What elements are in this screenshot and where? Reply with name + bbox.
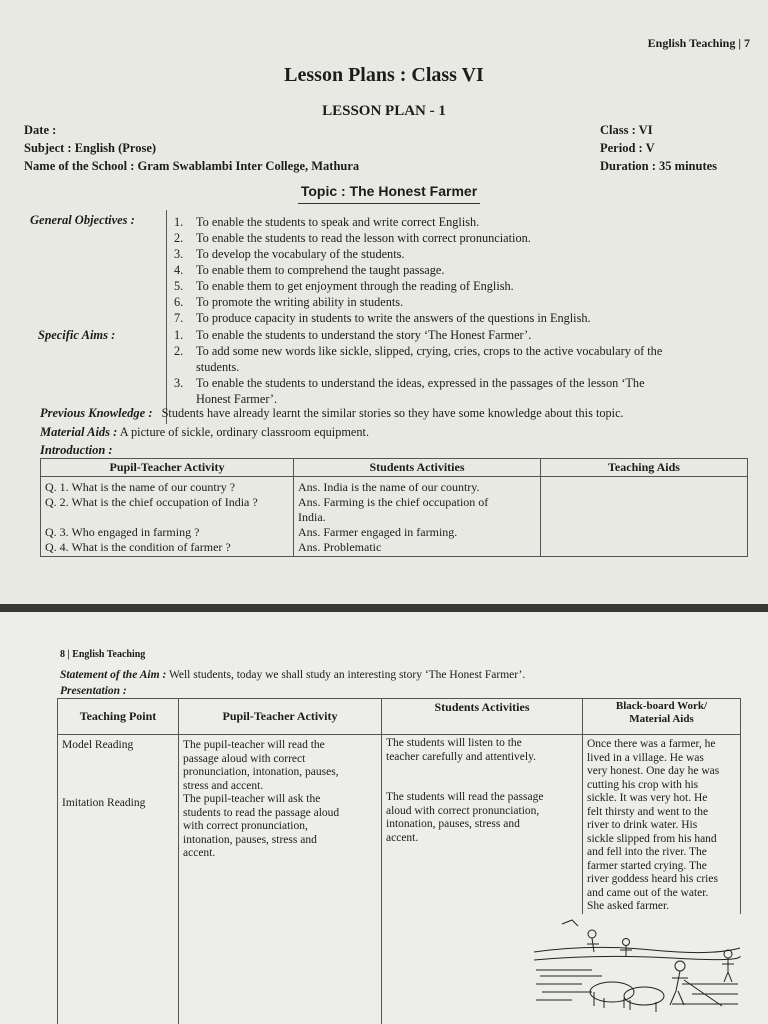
model-reading-teacher	[183, 739, 377, 793]
objective-text: To enable them to comprehend the taught passage.	[196, 263, 445, 277]
material-aids-text: A picture of sickle, ordinary classroom equipment.	[119, 425, 370, 439]
objective-text: To produce capacity in students to write the answers of the questions in English.	[196, 311, 591, 325]
answer-continued: India.	[298, 510, 326, 524]
previous-knowledge-text: Students have already learnt the similar stories so they have some knowledge about this topic.	[161, 406, 624, 420]
objective-number: 1.	[174, 215, 184, 229]
text-line: students to read the passage aloud	[183, 806, 340, 819]
aim-text: To add some new words like sickle, slipped, crying, cries, crops to the active vocabulary of the	[196, 344, 663, 358]
aim-text: To enable the students to understand the story ‘The Honest Farmer’.	[196, 328, 532, 342]
left-meta	[24, 121, 359, 175]
topic-heading: Topic : The Honest Farmer	[300, 183, 478, 199]
material-aids-header-line: Material Aids	[629, 713, 694, 725]
specific-aims-label: Specific Aims :	[38, 328, 116, 342]
aim-number: 3.	[174, 376, 184, 390]
objectives-divider	[166, 210, 167, 424]
aim-number: 2.	[174, 344, 184, 358]
page-title: Lesson Plans : Class VI	[284, 64, 484, 86]
teaching-aids-cell	[541, 477, 748, 557]
text-line: with correct pronunciation,	[183, 820, 308, 832]
previous-knowledge	[40, 406, 624, 421]
text-line: teacher carefully and attentively.	[386, 750, 536, 763]
teaching-point-cell	[58, 735, 179, 1024]
specific-aims-list	[174, 327, 662, 407]
text-line: The students will listen to the	[386, 737, 522, 749]
objective-item	[174, 262, 591, 278]
text-line: accent.	[183, 847, 216, 859]
lesson-plan-heading: LESSON PLAN - 1	[322, 103, 446, 119]
text-line: very honest. One day he was	[587, 765, 720, 777]
text-line: pronunciation, intonation, pauses,	[183, 766, 339, 778]
text-line: sickle slipped from his hand	[587, 832, 717, 845]
introduction-table	[40, 458, 748, 557]
text-line: river goddess heard his cries	[587, 873, 718, 885]
text-line: farmer started crying. The	[587, 859, 707, 872]
aim-number: 1.	[174, 328, 184, 342]
text-line: river to drink water. His	[587, 819, 698, 831]
school-field: Name of the School : Gram Swablambi Inter College, Mathura	[24, 159, 360, 173]
objective-item	[174, 230, 591, 246]
objective-text: To enable them to get enjoyment through the reading of English.	[196, 279, 514, 293]
col-header: Pupil-Teacher Activity	[41, 459, 294, 477]
text-line: intonation, pauses, stress and	[183, 833, 317, 846]
objective-item	[174, 294, 591, 310]
page-8	[0, 612, 768, 1024]
statement-text: Well students, today we shall study an interesting story ‘The Honest Farmer’.	[168, 669, 526, 681]
objective-number: 3.	[174, 247, 184, 261]
general-objectives-label: General Objectives :	[30, 213, 135, 227]
objective-text: To promote the writing ability in students.	[196, 295, 404, 309]
text-line: Once there was a farmer, he	[587, 738, 716, 750]
text-line: cutting his crop with his	[587, 778, 699, 791]
col-header: Students Activities	[294, 459, 541, 477]
text-line: passage aloud with correct	[183, 752, 306, 765]
answer: Ans. Farming is the chief occupation of	[298, 495, 489, 509]
text-line: The pupil-teacher will read the	[183, 739, 325, 751]
date-field: Date :	[24, 123, 57, 137]
question: Q. 4. What is the condition of farmer ?	[45, 540, 231, 554]
col-header: Teaching Point	[58, 699, 179, 735]
table-header-row	[58, 699, 741, 735]
answer: Ans. Problematic	[298, 540, 382, 554]
question: Q. 2. What is the chief occupation of India ?	[45, 495, 258, 509]
running-header: English Teaching | 7	[647, 36, 750, 50]
previous-knowledge-label: Previous Knowledge :	[40, 406, 153, 420]
material-aids-label: Material Aids :	[40, 425, 118, 439]
duration-field: Duration : 35 minutes	[600, 159, 718, 173]
statement-of-aim	[60, 669, 525, 681]
running-header: 8 | English Teaching	[60, 649, 146, 660]
model-reading-students	[386, 737, 578, 764]
answers-cell	[294, 477, 541, 557]
text-line: stress and accent.	[183, 779, 264, 792]
text-line: and fell into the river. The	[587, 846, 707, 858]
statement-label: Statement of the Aim :	[60, 669, 167, 681]
text-line: accent.	[386, 831, 419, 844]
class-field: Class : VI	[600, 123, 653, 137]
question: Q. 3. Who engaged in farming ?	[45, 525, 200, 539]
objective-number: 2.	[174, 231, 184, 245]
farmer-illustration	[532, 914, 742, 1024]
subject-field: Subject : English (Prose)	[24, 141, 157, 155]
answer: Ans. India is the name of our country.	[298, 480, 480, 494]
objective-item	[174, 278, 591, 294]
text-line: intonation, pauses, stress and	[386, 818, 520, 830]
question: Q. 1. What is the name of our country ?	[45, 480, 236, 494]
text-line: The pupil-teacher will ask the	[183, 793, 321, 805]
aim-text: To enable the students to understand the ideas, expressed in the passages of the lesson ‘The	[196, 376, 645, 390]
text-line: She asked farmer.	[587, 900, 670, 912]
questions-cell	[41, 477, 294, 557]
col-header: Students Activities	[382, 699, 583, 735]
topic-underline	[298, 203, 480, 204]
blackboard-text	[587, 738, 736, 914]
right-meta	[600, 121, 717, 175]
objective-text: To develop the vocabulary of the students.	[196, 247, 405, 261]
table-header-row	[41, 459, 748, 477]
imitation-reading-students	[386, 791, 578, 845]
objective-number: 4.	[174, 263, 184, 277]
objective-number: 7.	[174, 311, 184, 325]
text-line: felt thirsty and went to the	[587, 805, 709, 818]
aim-item	[174, 375, 662, 391]
aim-text-continued: Honest Farmer’.	[196, 392, 278, 406]
imitation-reading-teacher	[183, 793, 377, 861]
aim-item	[174, 327, 662, 343]
text-line: and came out of the water.	[587, 886, 709, 899]
text-line: aloud with correct pronunciation,	[386, 804, 540, 817]
text-line: The students will read the passage	[386, 791, 544, 803]
introduction-label: Introduction :	[40, 443, 113, 457]
aim-item	[174, 343, 662, 359]
teaching-point: Imitation Reading	[62, 796, 146, 809]
pupil-teacher-cell	[179, 735, 382, 1024]
blackboard-header-line: Black-board Work/	[615, 700, 708, 712]
objective-number: 6.	[174, 295, 184, 309]
period-field: Period : V	[600, 141, 655, 155]
text-line: sickle. It was very hot. He	[587, 792, 708, 804]
teaching-point: Model Reading	[62, 739, 134, 751]
answer: Ans. Farmer engaged in farming.	[298, 525, 458, 539]
objective-item	[174, 214, 591, 230]
presentation-label: Presentation :	[60, 685, 127, 697]
col-header: Teaching Aids	[541, 459, 748, 477]
objective-text: To enable the students to speak and write correct English.	[196, 215, 480, 229]
material-aids	[40, 425, 369, 440]
objective-item	[174, 310, 591, 326]
text-line: lived in a village. He was	[587, 751, 704, 764]
aim-text-continued: students.	[196, 360, 240, 374]
objective-number: 5.	[174, 279, 184, 293]
table-row	[41, 477, 748, 557]
general-objectives-list	[174, 214, 591, 326]
col-header: Pupil-Teacher Activity	[179, 699, 382, 735]
col-header	[583, 699, 741, 735]
objective-item	[174, 246, 591, 262]
objective-text: To enable the students to read the lesson with correct pronunciation.	[196, 231, 531, 245]
